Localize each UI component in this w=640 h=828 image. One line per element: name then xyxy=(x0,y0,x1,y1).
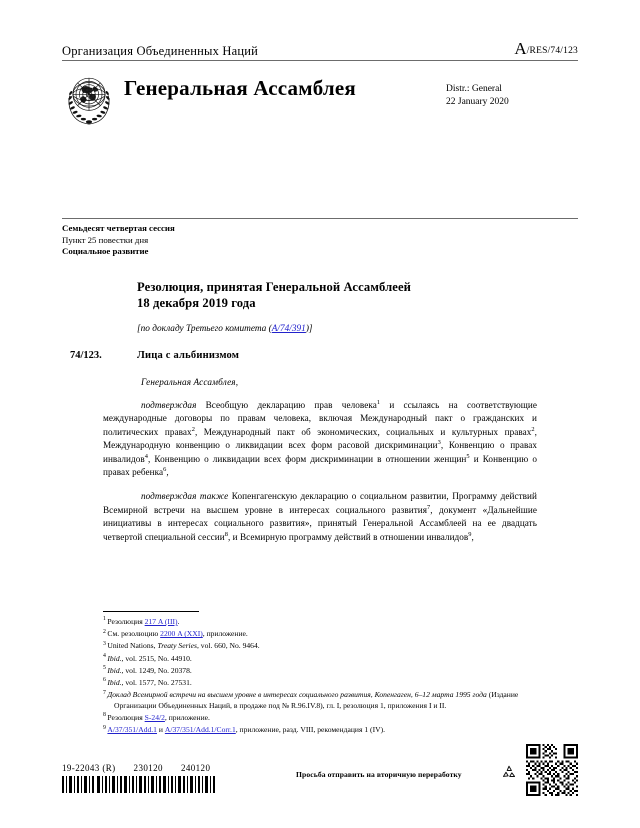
date-code-1: 230120 xyxy=(133,763,163,773)
footnote-5-post: , vol. 1249, No. 20378. xyxy=(121,665,192,675)
para1-note7: 6 xyxy=(163,465,167,473)
distribution-line: Distr.: General xyxy=(446,84,502,94)
para2-note2: 8 xyxy=(224,530,228,538)
footnote-9-mid: и xyxy=(156,725,165,735)
resolution-title-line2: 18 декабря 2019 года xyxy=(137,295,256,310)
footnote-8-pre: Резолюция xyxy=(107,712,145,722)
resolution-title xyxy=(137,280,557,311)
footnote-8-post: , приложение. xyxy=(164,712,210,722)
para1-note2: 2 xyxy=(191,425,195,433)
footnote-4-post: , vol. 2515, No. 44910. xyxy=(121,653,192,663)
document-date: 22 January 2020 xyxy=(446,96,509,107)
footnote-7-number: 7 xyxy=(103,689,106,696)
para1-text8: , xyxy=(166,467,169,478)
session-rule xyxy=(62,218,578,219)
footnote-1-number: 1 xyxy=(103,616,106,623)
para2-text4: , xyxy=(471,531,474,542)
footnote-9 xyxy=(103,725,541,736)
distribution-block xyxy=(446,83,578,108)
resolution-number-row xyxy=(70,349,570,363)
footnote-3-post: , vol. 660, No. 9464. xyxy=(197,641,260,651)
footnote-9-link-1[interactable]: A/37/351/Add.1 xyxy=(107,725,157,735)
footnote-7-post: (Издание Организации Объединенных Наций, в продаже под № R.96.IV.8), гл. I, резолюция 1, приложения I и II. xyxy=(114,690,519,710)
para2-text3: , и Всемирную программу действий в отношении инвалидов xyxy=(227,531,469,542)
footnote-4 xyxy=(103,654,541,665)
para2-note1: 7 xyxy=(427,503,431,511)
para1-text7: и Конвенцию о правах ребенка xyxy=(103,453,537,478)
para1-note6: 5 xyxy=(466,452,470,460)
agenda-item: Пункт 25 повестки дня xyxy=(62,234,149,245)
para1-note5: 4 xyxy=(144,452,149,460)
para2-text1: Копенгагенскую декларацию о социальном развитии, Программу действий Всемирной встречи на высшем уровне в интересах социального развития xyxy=(103,491,537,515)
footnote-9-post: , приложение, разд. VIII, рекомендация 1 (IV). xyxy=(235,725,386,735)
source-close: )] xyxy=(305,324,313,334)
resolution-subject: Лица с альбинизмом xyxy=(137,350,240,361)
footnote-8 xyxy=(103,713,541,724)
footnote-7 xyxy=(103,690,541,711)
footnote-4-number: 4 xyxy=(103,653,106,660)
footnote-1-pre: Резолюция xyxy=(107,617,145,626)
resolution-number: 74/123. xyxy=(70,350,102,361)
para1-text4: , Международную конвенцию о ликвидации всех форм расовой дискриминации xyxy=(103,426,537,451)
footnote-1 xyxy=(103,617,541,628)
footnote-9-number: 9 xyxy=(103,724,106,731)
footnote-5-italic: Ibid. xyxy=(107,665,122,675)
para1-note1: 1 xyxy=(376,398,381,406)
recycle-note: Просьба отправить на вторичную переработку xyxy=(296,770,462,779)
footnote-9-link-2[interactable]: A/37/351/Add.1/Corr.1 xyxy=(164,725,236,735)
footnote-2-link[interactable]: 2200 A (XXI) xyxy=(160,629,203,639)
symbol-rest: /RES/74/123 xyxy=(526,46,578,56)
symbol-letter: A xyxy=(514,39,527,58)
para2-opening: подтверждая также xyxy=(141,491,229,502)
footnote-2-number: 2 xyxy=(103,628,106,635)
masthead-rule xyxy=(62,60,578,61)
body-name: Генеральная Ассамблея xyxy=(124,76,356,100)
footnote-7-italic: Доклад Всемирной встречи на высшем уровне в интересах социального развития, Копенгаген, 6–12 марта 1995 года xyxy=(107,690,487,700)
footnote-3-italic: Treaty Series xyxy=(157,641,197,651)
footnote-3 xyxy=(103,641,541,652)
footnote-list xyxy=(103,617,541,737)
footnote-3-number: 3 xyxy=(103,640,106,647)
footnote-4-italic: Ibid. xyxy=(107,653,122,663)
document-symbol xyxy=(514,39,578,58)
barcode xyxy=(62,776,222,793)
resolution-title-line1: Резолюция, принятая Генеральной Ассамблеей xyxy=(137,280,411,294)
footnote-2-pre: См. резолюцию xyxy=(107,629,161,639)
footnote-2 xyxy=(103,629,541,640)
para1-text1: Всеобщую декларацию прав человека xyxy=(196,400,377,410)
footnote-1-post: . xyxy=(177,617,180,626)
footnote-2-post: , приложение. xyxy=(202,629,248,639)
source-text: по докладу Третьего комитета ( xyxy=(140,324,272,334)
brand-row xyxy=(62,66,578,129)
para1-note3: 2 xyxy=(531,425,535,433)
organization-row xyxy=(62,39,578,60)
un-emblem-icon xyxy=(58,67,120,129)
preambular-paragraph-2 xyxy=(103,490,537,544)
resolution-body xyxy=(103,376,537,553)
para1-text6: , Конвенцию о ликвидации всех форм дискриминации в отношении женщин xyxy=(148,453,467,464)
date-code-2: 240120 xyxy=(180,763,211,773)
source-open: [ xyxy=(137,324,141,334)
para1-text2: и ссылаясь на соответствующие международные договоры по правам человека, включая Международный пакт о гражданских и политических правах xyxy=(103,400,538,437)
footnote-6-italic: Ibid. xyxy=(107,677,122,687)
footnote-3-pre: United Nations, xyxy=(107,641,158,651)
footnote-8-number: 8 xyxy=(103,712,106,719)
qr-code xyxy=(526,744,578,796)
footnote-separator xyxy=(103,611,199,612)
para1-note4: 3 xyxy=(437,439,441,447)
session-block xyxy=(62,223,392,258)
footnote-6-number: 6 xyxy=(103,677,106,684)
session-topic: Социальное развитие xyxy=(62,246,149,257)
preambular-paragraph-1 xyxy=(103,399,537,479)
assembly-lead: Генеральная Ассамблея, xyxy=(141,377,239,387)
footnote-8-link[interactable]: S-24/2 xyxy=(144,712,165,722)
para2-text2: , документ «Дальнейшие инициативы в интересах социального развития», принятый Генеральной Ассамблеей на ее двадцать четвертой специальной сессии xyxy=(103,504,537,542)
para1-text3: , Международный пакт об экономических, социальных и культурных правах xyxy=(194,426,532,437)
footnote-5-number: 5 xyxy=(103,665,106,672)
footnote-1-link[interactable]: 217 A (III) xyxy=(144,617,178,626)
resolution-heading xyxy=(137,280,557,335)
recycle-icon xyxy=(500,764,518,782)
source-report-link[interactable]: A/74/391 xyxy=(271,324,306,334)
footnote-5 xyxy=(103,666,541,677)
job-number-row xyxy=(62,763,210,773)
job-number: 19-22043 (R) xyxy=(62,763,116,773)
para1-opening: подтверждая xyxy=(141,400,197,410)
organization-name: Организация Объединенных Наций xyxy=(62,44,259,58)
footnote-6 xyxy=(103,678,541,689)
masthead xyxy=(62,39,578,129)
para2-note3: 9 xyxy=(468,530,472,538)
session-line: Семьдесят четвертая сессия xyxy=(62,223,175,233)
para1-text5: , Конвенцию о правах инвалидов xyxy=(103,440,537,464)
resolution-source xyxy=(137,323,557,335)
footnote-6-post: , vol. 1577, No. 27531. xyxy=(121,677,192,687)
